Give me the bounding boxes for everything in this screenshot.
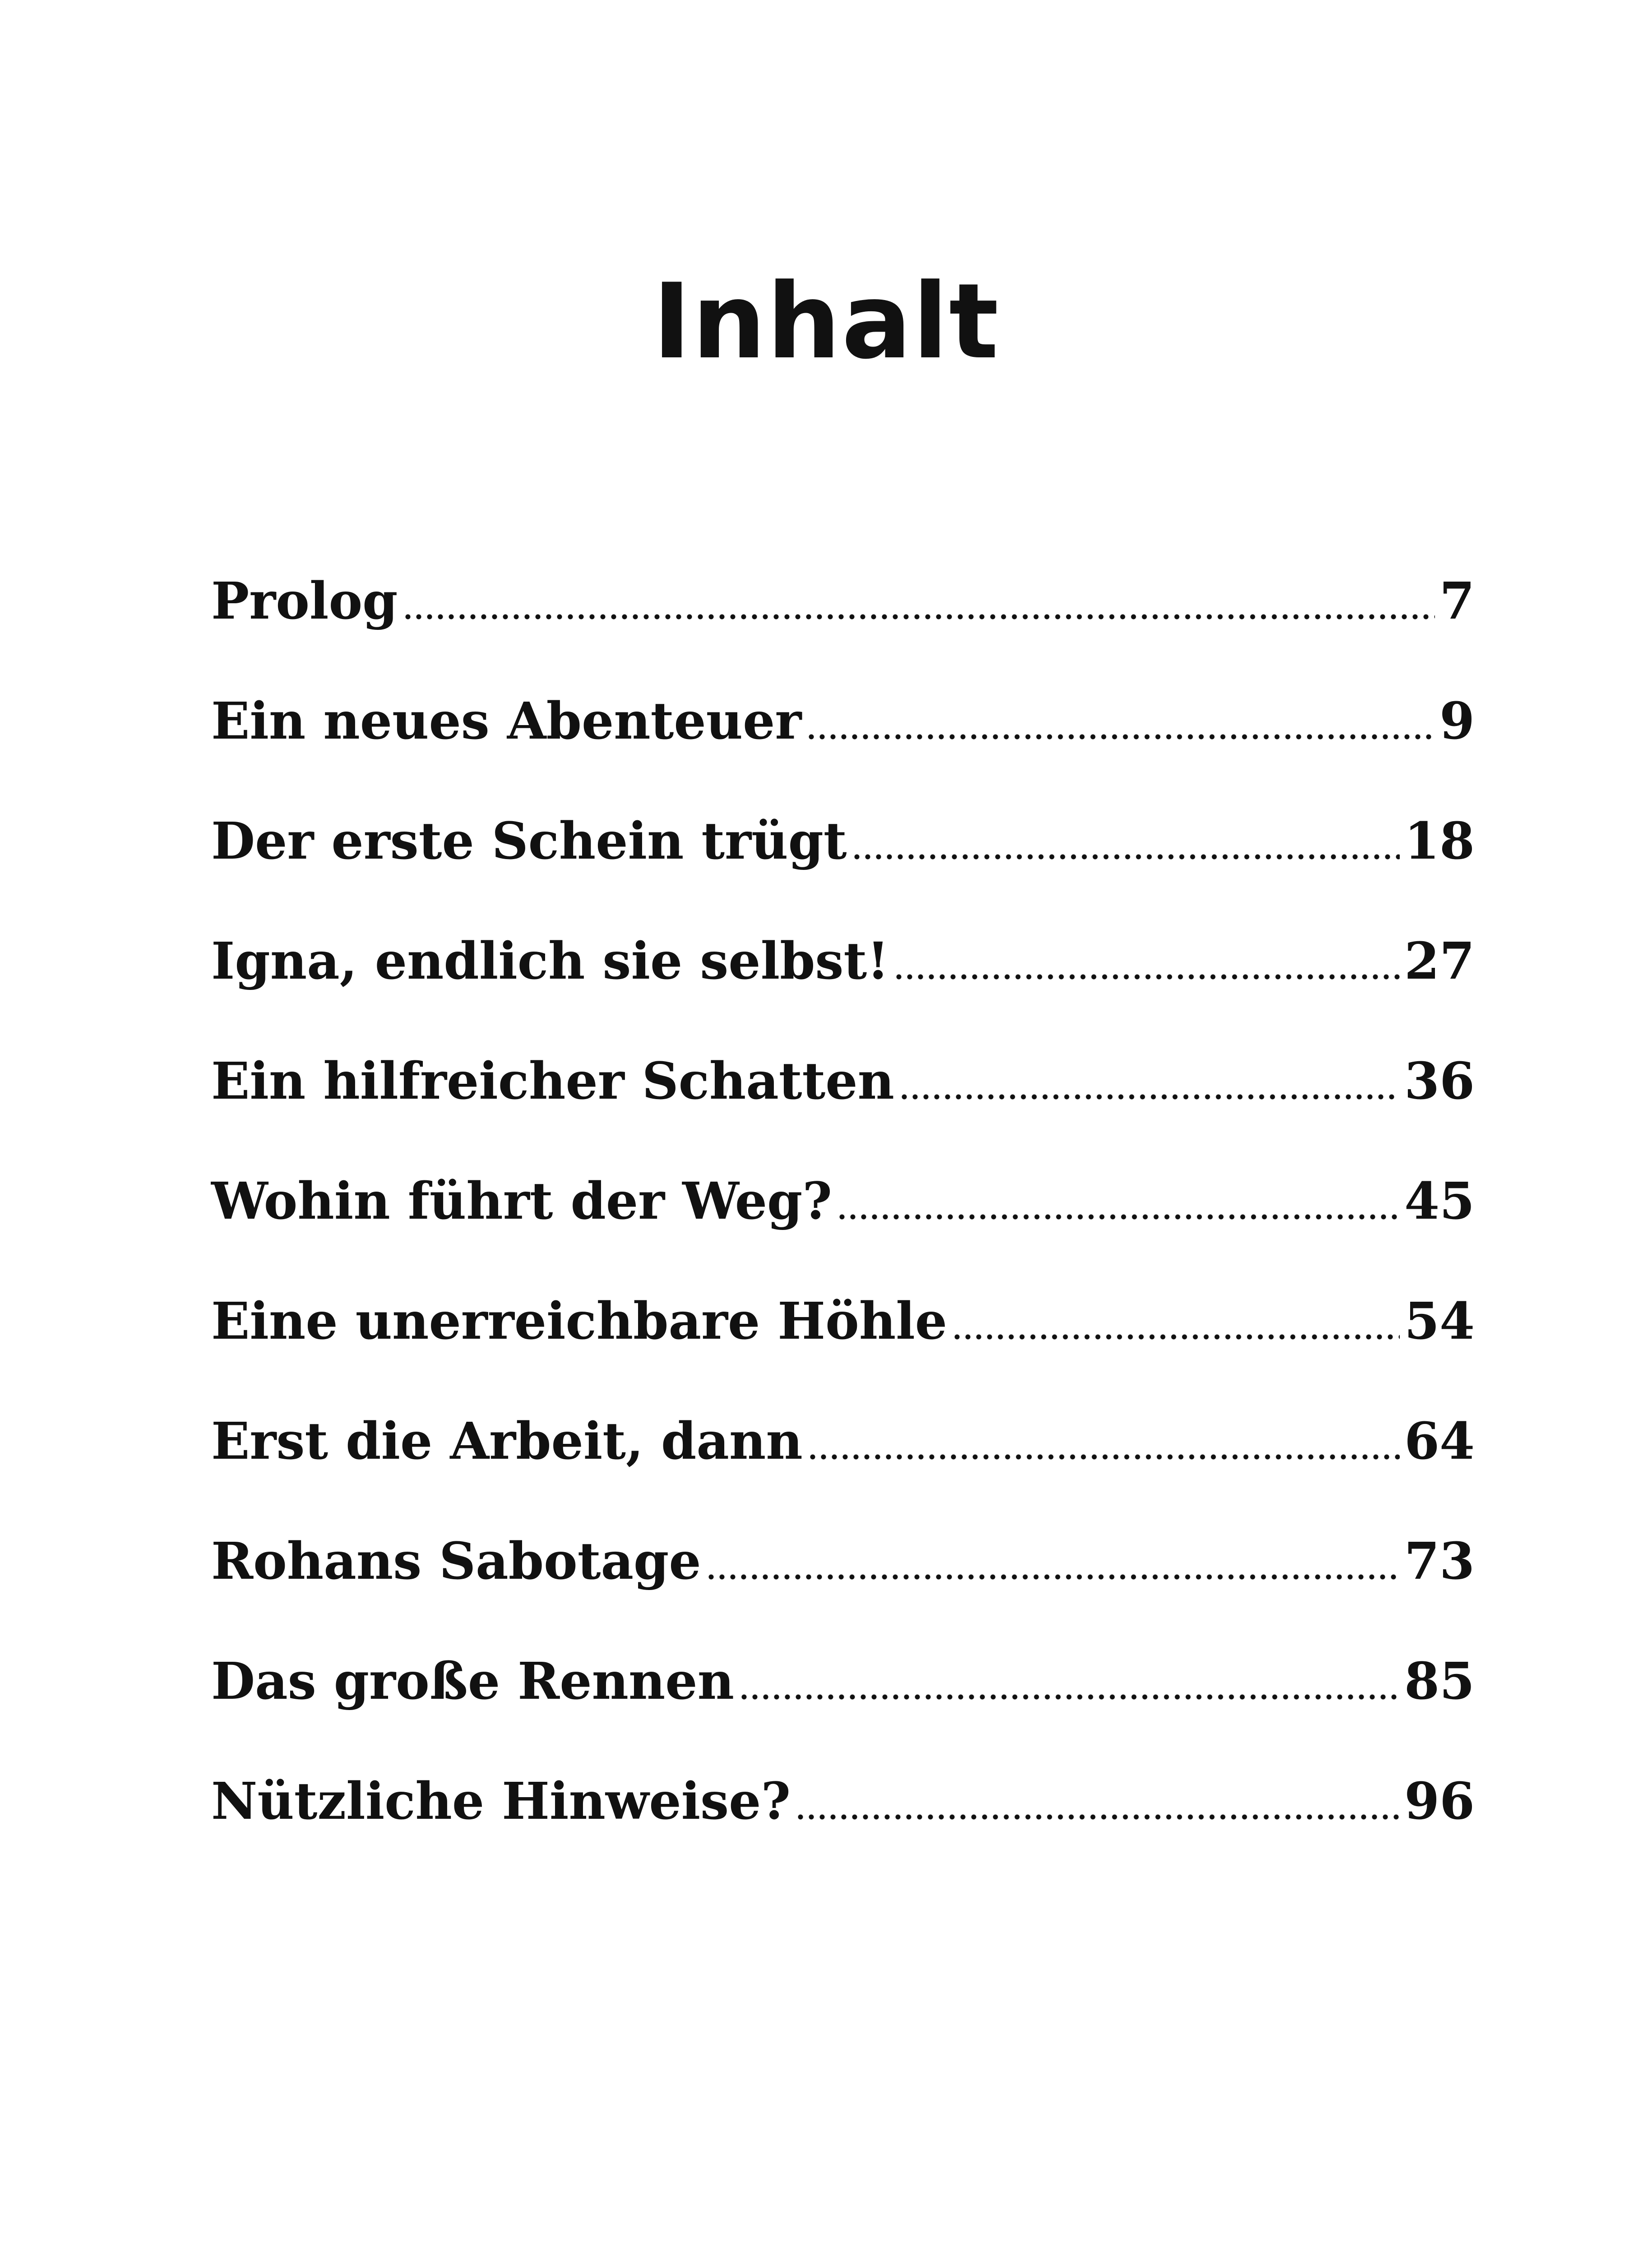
toc-entry-page-number: 85	[1404, 1652, 1475, 1711]
dot-leader	[893, 968, 1400, 986]
toc-entry-title: Das große Rennen	[211, 1652, 734, 1711]
toc-entry-page-number: 73	[1404, 1532, 1475, 1591]
dot-leader	[706, 1568, 1400, 1586]
toc-entry-title: Wohin führt der Weg?	[211, 1172, 832, 1231]
dot-leader	[806, 728, 1435, 746]
page-title: Inhalt	[652, 262, 1000, 383]
dot-leader	[851, 848, 1400, 866]
toc-entry[interactable]	[211, 1742, 1475, 1862]
toc-entry-page-number: 96	[1404, 1772, 1475, 1831]
toc-entry-title: Erst die Arbeit, dann	[211, 1412, 803, 1471]
toc-entry[interactable]	[211, 1622, 1475, 1742]
toc-entry[interactable]	[211, 1382, 1475, 1502]
toc-entry[interactable]	[211, 1262, 1475, 1382]
dot-leader	[899, 1088, 1400, 1106]
toc-entry[interactable]	[211, 661, 1475, 781]
dot-leader	[837, 1208, 1400, 1226]
toc-entry-title: Prolog	[211, 572, 398, 631]
dot-leader	[739, 1688, 1400, 1706]
dot-leader	[952, 1328, 1400, 1346]
toc-entry-page-number: 54	[1404, 1292, 1475, 1351]
toc-entry-title: Ein hilfreicher Schatten	[211, 1052, 894, 1111]
toc-entry-title: Nützliche Hinweise?	[211, 1772, 791, 1831]
toc-entry-title: Ein neues Abenteuer	[211, 692, 802, 751]
dot-leader	[795, 1808, 1400, 1826]
toc-entry-page-number: 45	[1404, 1172, 1475, 1231]
toc-entry-title: Igna, endlich sie selbst!	[211, 932, 889, 991]
table-of-contents	[211, 541, 1475, 1862]
toc-entry-page-number: 64	[1404, 1412, 1475, 1471]
toc-entry-title: Der erste Schein trügt	[211, 812, 847, 871]
toc-entry[interactable]	[211, 1142, 1475, 1262]
dot-leader	[807, 1448, 1400, 1466]
toc-entry-title: Rohans Sabotage	[211, 1532, 701, 1591]
toc-entry[interactable]	[211, 541, 1475, 661]
dot-leader	[403, 608, 1435, 626]
toc-entry-page-number: 18	[1404, 812, 1475, 871]
toc-entry-page-number: 36	[1404, 1052, 1475, 1111]
toc-entry-page-number: 7	[1439, 572, 1475, 631]
toc-entry-page-number: 9	[1439, 692, 1475, 751]
toc-entry[interactable]	[211, 1022, 1475, 1142]
toc-entry-title: Eine unerreichbare Höhle	[211, 1292, 948, 1351]
toc-entry[interactable]	[211, 781, 1475, 901]
toc-entry-page-number: 27	[1404, 932, 1475, 991]
toc-entry[interactable]	[211, 1502, 1475, 1622]
toc-entry[interactable]	[211, 901, 1475, 1022]
